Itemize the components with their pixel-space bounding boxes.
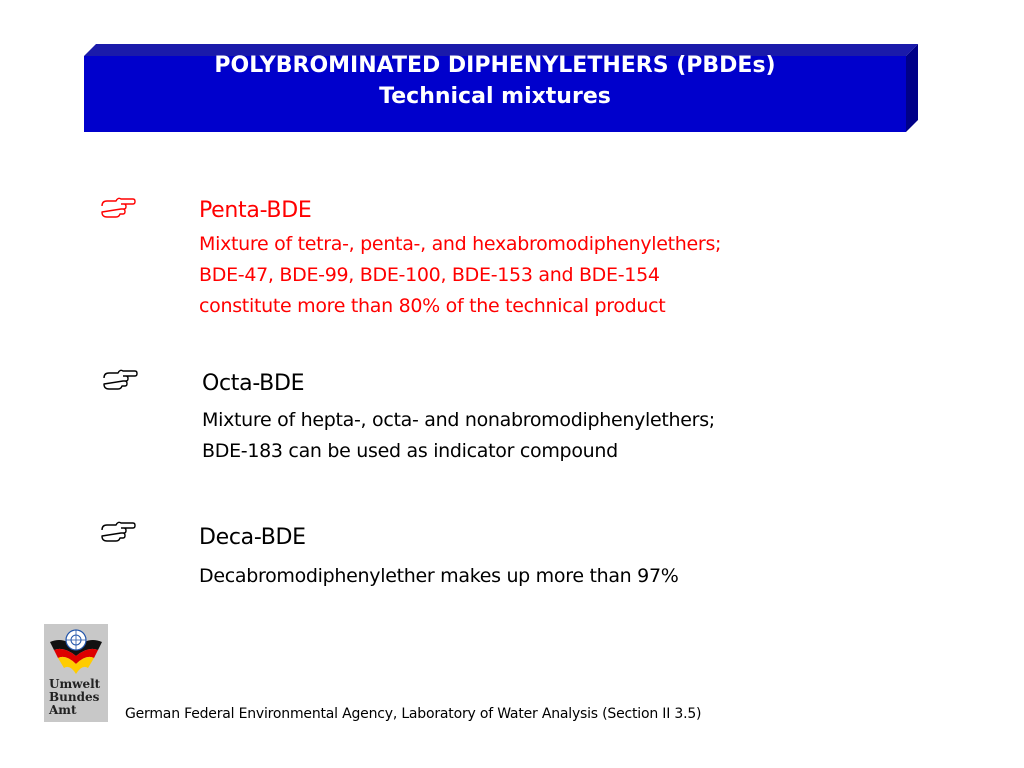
item-body-deca-bde bbox=[199, 561, 679, 592]
item-line: constitute more than 80% of the technical product bbox=[199, 295, 666, 317]
item-line: BDE-183 can be used as indicator compound bbox=[202, 440, 618, 462]
pointing-hand-icon bbox=[102, 368, 138, 390]
logo-line: Bundes bbox=[49, 690, 100, 704]
item-line: BDE-47, BDE-99, BDE-100, BDE-153 and BDE-154 bbox=[199, 264, 660, 286]
logo-line: Umwelt bbox=[49, 677, 101, 691]
item-body-penta-bde bbox=[199, 229, 721, 322]
item-line: Decabromodiphenylether makes up more than 97% bbox=[199, 565, 679, 587]
slide-title-line-2: Technical mixtures bbox=[379, 84, 611, 109]
item-heading-octa-bde: Octa-BDE bbox=[202, 371, 305, 396]
item-heading-penta-bde: Penta-BDE bbox=[199, 198, 312, 223]
pointing-hand-icon bbox=[100, 196, 136, 218]
title-banner bbox=[84, 44, 920, 132]
slide-title bbox=[84, 50, 906, 112]
footer-text: German Federal Environmental Agency, Laboratory of Water Analysis (Section II 3.5) bbox=[125, 706, 702, 722]
item-line: Mixture of hepta-, octa- and nonabromodiphenylethers; bbox=[202, 409, 715, 431]
logo-line: Amt bbox=[49, 703, 77, 717]
umweltbundesamt-logo bbox=[44, 624, 108, 722]
item-body-octa-bde bbox=[202, 405, 715, 467]
slide-title-line-1: POLYBROMINATED DIPHENYLETHERS (PBDEs) bbox=[214, 53, 776, 78]
item-line: Mixture of tetra-, penta-, and hexabromodiphenylethers; bbox=[199, 233, 722, 255]
pointing-hand-icon bbox=[100, 520, 136, 542]
item-heading-deca-bde: Deca-BDE bbox=[199, 525, 306, 550]
eagle-emblem-icon bbox=[44, 624, 108, 680]
logo-text bbox=[44, 678, 113, 717]
